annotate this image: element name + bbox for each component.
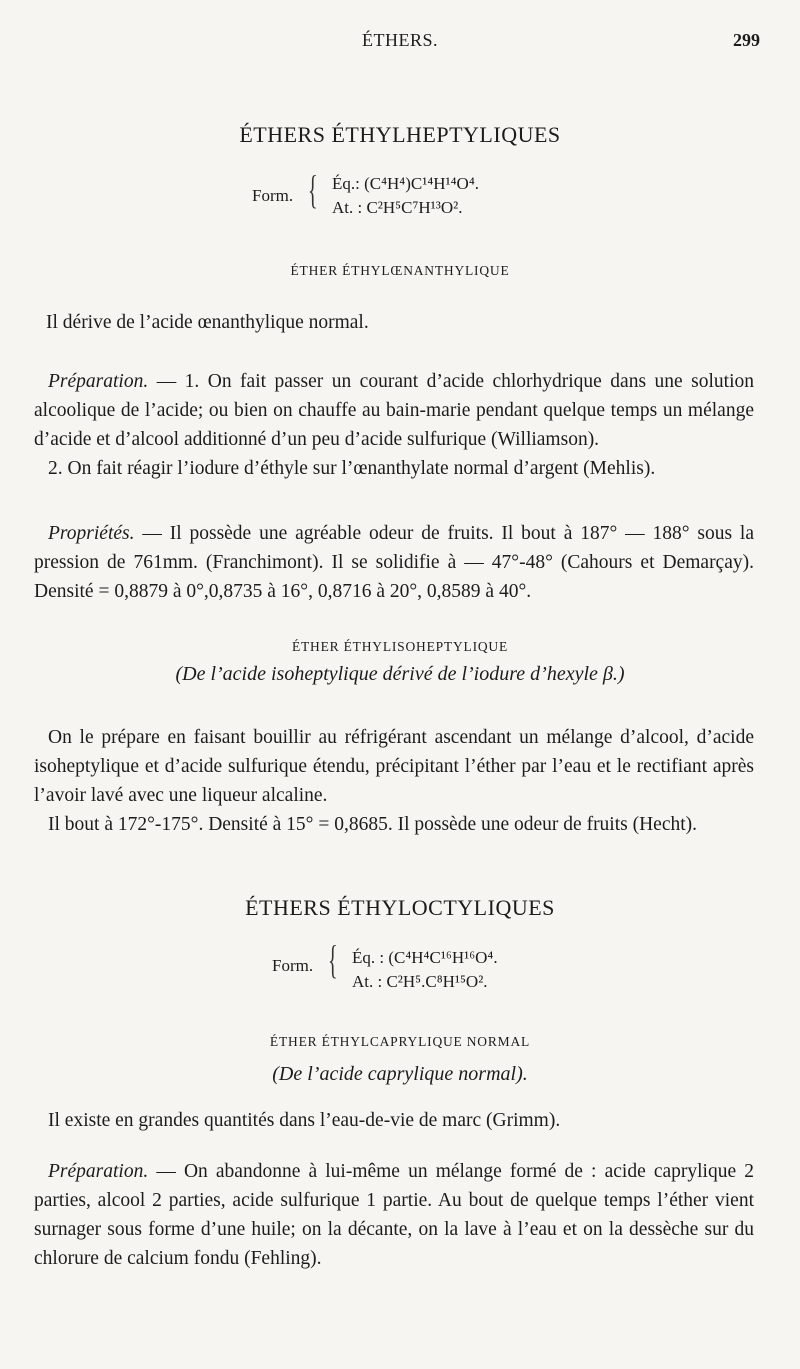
formula-block-2 [272, 937, 572, 998]
preparation-label: Préparation. [48, 371, 149, 392]
properties-text: — Il possède une agréable odeur de fruits. Il bout à 187° — 188° sous la pression de 761mm. (Franchimont). Il se solidifie à — 47°-48° (Cahours et Demarçay). Densité = 0,8879 à 0°,0,8735 à 16°, 0,8716 à 20°, 0,8589 à 40°. [34, 523, 754, 602]
subheading-ethylcaprylique: ÉTHER ÉTHYLCAPRYLIQUE NORMAL [269, 1034, 531, 1049]
page-number: 299 [733, 30, 760, 50]
paragraph-preparation-2 [34, 1157, 754, 1273]
running-head-title: ÉTHERS. [361, 30, 438, 50]
formula-eq-2: Éq. : (C⁴H⁴C¹⁶H¹⁶O⁴. [352, 948, 498, 967]
subheading-ethylœnanthylique: ÉTHER ÉTHYLŒNANTHYLIQUE [290, 263, 510, 278]
formula-at: At. : C²H⁵C⁷H¹³O². [332, 198, 463, 217]
paragraph-intro-1 [34, 308, 754, 337]
section-heading-ethylheptyliques: ÉTHERS ÉTHYLHEPTYLIQUES [239, 122, 561, 147]
isoheptylique-text-1: On le prépare en faisant bouillir au réfrigérant ascendant un mélange d’alcool, d’acide isoheptylique et d’acide sulfurique étendu, précipitant l’éther par l’eau et le rectifiant après l’avoir lavé avec une liqueur alcaline. [34, 727, 754, 806]
preparation-text-1: — 1. On fait passer un courant d’acide chlorhydrique dans une solution alcoolique de l’acide; ou bien on chauffe au bain-marie pendant quelque temps un mélange d’acide et d’alcool additionné d’un peu d’acide sulfurique (Williamson). [34, 371, 754, 450]
isoheptylique-text-2: Il bout à 172°-175°. Densité à 15° = 0,8685. Il possède une odeur de fruits (Hecht). [48, 814, 698, 835]
properties-label: Propriétés. [48, 523, 135, 544]
preparation-text-2: 2. On fait réagir l’iodure d’éthyle sur l’œnanthylate normal d’argent (Mehlis). [48, 458, 656, 479]
formula-label: Form. [252, 186, 294, 205]
formula-block-1 [252, 167, 572, 222]
brace-icon-2: { [328, 937, 338, 982]
subtitle-isoheptylique: (De l’acide isoheptylique dérivé de l’iodure d’hexyle β.) [175, 663, 625, 685]
subtitle-caprylique: (De l’acide caprylique normal). [272, 1063, 528, 1085]
intro-text: Il dérive de l’acide œnanthylique normal. [46, 312, 369, 333]
formula-eq: Éq.: (C⁴H⁴)C¹⁴H¹⁴O⁴. [332, 174, 480, 193]
formula-at-2: At. : C²H⁵.C⁸H¹⁵O². [352, 972, 488, 991]
intro-text-2: Il existe en grandes quantités dans l’eau-de-vie de marc (Grimm). [48, 1110, 561, 1131]
paragraph-preparation-1 [34, 367, 754, 483]
running-head [0, 30, 800, 54]
preparation-label-2: Préparation. [48, 1161, 149, 1182]
subheading-ethylisoheptylique: ÉTHER ÉTHYLISOHEPTYLIQUE [291, 639, 509, 654]
paragraph-properties-1 [34, 519, 754, 606]
preparation-text-caprylique: — On abandonne à lui-même un mélange formé de : acide caprylique 2 parties, alcool 2 parties, acide sulfurique 1 partie. Au bout de quelque temps l’éther vient surnager sous forme d’une huile; on la décante, on la lave à l’eau et on la dessèche sur du chlorure de calcium fondu (Fehling). [34, 1161, 754, 1269]
formula-label-2: Form. [272, 956, 314, 975]
paragraph-isoheptylique [34, 723, 754, 839]
brace-icon: { [308, 167, 318, 212]
section-heading-ethyloctyliques: ÉTHERS ÉTHYLOCTYLIQUES [245, 895, 555, 920]
paragraph-intro-2 [34, 1106, 754, 1135]
